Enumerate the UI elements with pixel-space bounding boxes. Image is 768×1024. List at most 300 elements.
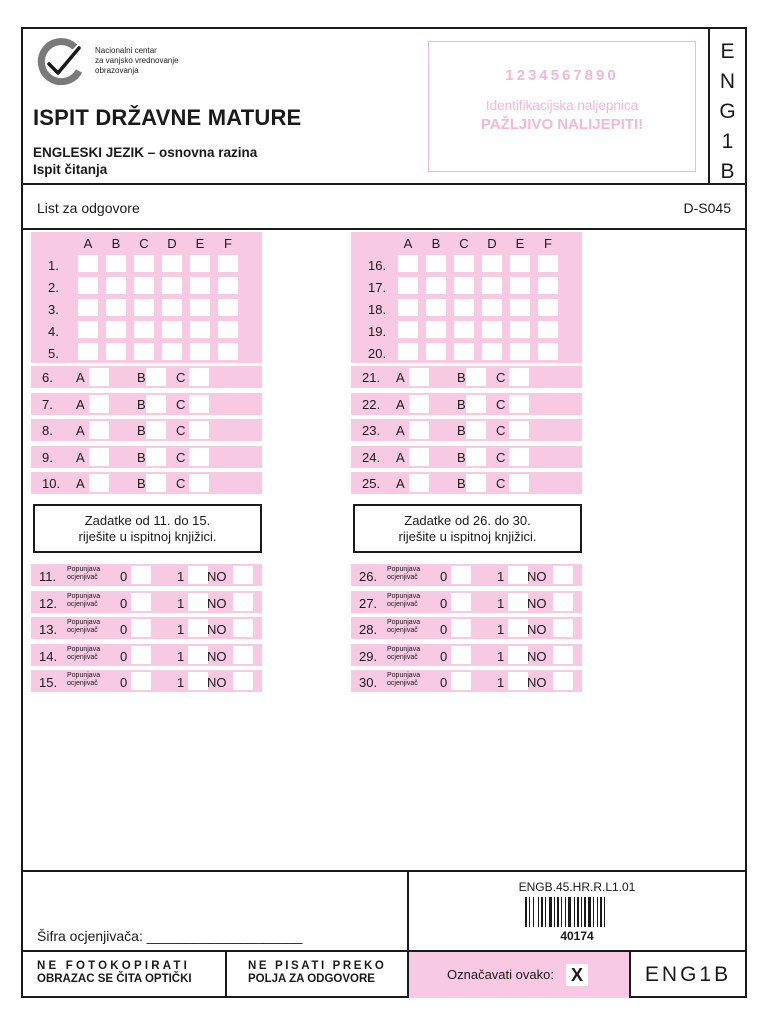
score-option-label: NO	[207, 569, 227, 584]
score-cell[interactable]	[508, 646, 528, 664]
answer-cell[interactable]	[454, 321, 474, 338]
answer-cell[interactable]	[146, 448, 166, 466]
barcode-code-text: ENGB.45.HR.R.L1.01	[518, 880, 636, 894]
grader-score-row	[351, 617, 582, 639]
score-option-label: 0	[440, 648, 448, 664]
question-number: 17.	[368, 280, 387, 295]
marking-x-icon: X	[566, 964, 588, 986]
score-option-label: 0	[440, 675, 448, 691]
option-letter: A	[76, 449, 85, 465]
option-letter: C	[496, 423, 506, 438]
score-cell[interactable]	[508, 672, 528, 690]
ncvvo-logo-icon	[35, 37, 87, 89]
answer-cell[interactable]	[146, 474, 166, 492]
question-number: 30.	[359, 675, 378, 691]
code-letter: G	[719, 100, 736, 123]
score-cell[interactable]	[553, 646, 573, 664]
score-cell[interactable]	[508, 619, 528, 637]
grid-column-letter: A	[83, 236, 93, 251]
answer-cell[interactable]	[134, 255, 154, 272]
answer-cell[interactable]	[89, 421, 109, 439]
answer-cell[interactable]	[398, 321, 418, 338]
barcode-bar	[554, 897, 555, 927]
score-option-label: 1	[497, 569, 505, 584]
note-line: Zadatke od 11. do 15.	[84, 513, 211, 528]
answer-cell[interactable]	[466, 474, 486, 492]
option-letter: B	[457, 449, 466, 465]
exam-subject: ENGLESKI JEZIK – osnovna razina	[33, 145, 258, 160]
question-number: 9.	[42, 449, 53, 465]
grid-column-letter: E	[515, 236, 525, 251]
score-option-label: 1	[497, 675, 505, 691]
booklet-note	[33, 504, 262, 553]
answer-cell[interactable]	[218, 277, 238, 294]
score-cell[interactable]	[451, 593, 471, 611]
option-letter: B	[457, 370, 466, 385]
score-cell[interactable]	[188, 566, 208, 584]
question-number: 15.	[39, 675, 58, 691]
answer-cell[interactable]	[106, 321, 126, 338]
grader-fill-label	[67, 646, 100, 662]
grader-fill-label	[67, 619, 100, 635]
grid-column-letter: D	[487, 236, 497, 251]
question-number: 23.	[362, 423, 381, 438]
option-letter: A	[76, 370, 85, 385]
grader-score-row	[351, 564, 582, 586]
exam-subtest: Ispit čitanja	[33, 162, 108, 177]
answer-cell[interactable]	[134, 321, 154, 338]
header	[23, 29, 745, 185]
answer-cell[interactable]	[162, 321, 182, 338]
score-cell[interactable]	[451, 619, 471, 637]
option-letter: C	[496, 476, 506, 491]
answer-column-left	[31, 232, 262, 702]
option-letter: B	[137, 396, 146, 412]
score-option-label: NO	[207, 648, 227, 664]
question-number: 10.	[42, 476, 61, 491]
note-line: riješite u ispitnoj knjižici.	[78, 529, 217, 544]
score-option-label: 1	[497, 595, 505, 611]
answer-cell[interactable]	[78, 277, 98, 294]
answer-cell[interactable]	[538, 299, 558, 316]
score-option-label: 0	[120, 648, 128, 664]
notice-no-writing	[227, 952, 409, 998]
answer-cell[interactable]	[190, 255, 210, 272]
grader-fill-line: ocjenjivač	[387, 680, 418, 688]
answer-cell[interactable]	[426, 321, 446, 338]
barcode-bar	[533, 897, 534, 927]
score-option-label: 0	[120, 622, 128, 638]
answer-cell[interactable]	[190, 321, 210, 338]
score-cell[interactable]	[188, 672, 208, 690]
answer-cell[interactable]	[482, 321, 502, 338]
score-cell[interactable]	[508, 593, 528, 611]
answer-column-right	[351, 232, 582, 702]
option-letter: C	[176, 449, 186, 465]
score-cell[interactable]	[508, 566, 528, 584]
score-cell[interactable]	[451, 672, 471, 690]
score-option-label: NO	[527, 569, 547, 584]
answer-cell[interactable]	[466, 421, 486, 439]
answer-cell[interactable]	[89, 474, 109, 492]
question-number: 20.	[368, 346, 387, 361]
answer-cell[interactable]	[162, 343, 182, 360]
score-cell[interactable]	[233, 593, 253, 611]
score-cell[interactable]	[131, 619, 151, 637]
question-number: 2.	[48, 280, 59, 295]
note-line: Zadatke od 26. do 30.	[404, 513, 531, 528]
score-option-label: 0	[120, 675, 128, 691]
answer-cell[interactable]	[510, 343, 530, 360]
grader-fill-line: Popunjava	[67, 619, 101, 627]
answer-cell[interactable]	[189, 474, 209, 492]
answer-cell[interactable]	[106, 343, 126, 360]
abc-answer-row	[351, 393, 582, 415]
question-number: 28.	[359, 622, 378, 638]
grader-fill-line: ocjenjivač	[67, 680, 98, 688]
option-letter: C	[496, 449, 506, 465]
score-cell[interactable]	[131, 593, 151, 611]
notice-line: OBRAZAC SE ČITA OPTIČKI	[37, 973, 192, 985]
answer-cell[interactable]	[218, 299, 238, 316]
score-cell[interactable]	[188, 646, 208, 664]
option-letter: B	[457, 476, 466, 491]
footer-notices	[23, 952, 745, 998]
abc-answer-row	[31, 446, 262, 468]
answer-cell[interactable]	[134, 277, 154, 294]
score-cell[interactable]	[553, 619, 573, 637]
grader-fill-line: ocjenjivač	[67, 574, 98, 581]
grader-fill-line: Popunjava	[67, 592, 101, 600]
answer-cell[interactable]	[78, 343, 98, 360]
abc-answer-row	[31, 366, 262, 388]
answer-cell[interactable]	[482, 277, 502, 294]
abc-answer-row	[351, 366, 582, 388]
answer-cell[interactable]	[426, 255, 446, 272]
grader-score-row	[351, 591, 582, 613]
score-option-label: NO	[527, 595, 547, 611]
grader-fill-line: Popunjava	[387, 645, 421, 653]
grader-fill-label	[387, 672, 420, 688]
abc-answer-row	[31, 419, 262, 441]
barcode-bar	[538, 897, 539, 927]
option-letter: A	[76, 396, 85, 412]
question-number: 11.	[39, 569, 57, 584]
option-letter: C	[176, 370, 186, 385]
list-row	[23, 185, 745, 230]
answer-cell[interactable]	[106, 277, 126, 294]
grader-fill-line: Popunjava	[387, 566, 421, 573]
option-letter: B	[457, 423, 466, 438]
code-letter: E	[720, 40, 735, 63]
score-cell[interactable]	[553, 672, 573, 690]
score-option-label: 1	[497, 648, 505, 664]
score-cell[interactable]	[188, 619, 208, 637]
answer-cell[interactable]	[190, 299, 210, 316]
option-letter: C	[176, 396, 186, 412]
score-option-label: 0	[120, 595, 128, 611]
answer-cell[interactable]	[482, 299, 502, 316]
answer-cell[interactable]	[426, 277, 446, 294]
answer-cell[interactable]	[218, 343, 238, 360]
question-number: 24.	[362, 449, 381, 465]
grid-column-letter: A	[403, 236, 413, 251]
score-cell[interactable]	[451, 646, 471, 664]
abc-answer-row	[351, 419, 582, 441]
barcode-bar	[568, 897, 571, 927]
answer-cell[interactable]	[509, 395, 529, 413]
marking-example	[409, 952, 629, 998]
grader-fill-label	[67, 672, 100, 688]
answer-cell[interactable]	[510, 321, 530, 338]
code-letter: B	[720, 160, 735, 183]
grader-fill-label	[387, 593, 420, 609]
grader-score-row	[31, 564, 262, 586]
form-code: D-S045	[683, 200, 731, 216]
question-number: 22.	[362, 396, 381, 412]
answer-cell[interactable]	[78, 255, 98, 272]
option-letter: C	[496, 370, 506, 385]
score-cell[interactable]	[553, 566, 573, 584]
org-line: Nacionalni centar	[95, 46, 157, 55]
barcode-bar	[597, 897, 598, 927]
question-number: 18.	[368, 302, 387, 317]
grader-score-row	[31, 591, 262, 613]
barcode-bar	[574, 897, 575, 927]
score-cell[interactable]	[131, 672, 151, 690]
answer-cell[interactable]	[466, 448, 486, 466]
answer-cell[interactable]	[409, 395, 429, 413]
answer-cell[interactable]	[409, 474, 429, 492]
abc-answer-row	[31, 472, 262, 494]
option-letter: A	[396, 476, 405, 491]
option-letter: A	[76, 476, 85, 491]
score-option-label: NO	[527, 675, 547, 691]
answer-cell[interactable]	[106, 299, 126, 316]
option-letter: C	[496, 396, 506, 412]
barcode-bar	[545, 897, 546, 927]
barcode-bar	[557, 897, 559, 927]
answer-cell[interactable]	[509, 421, 529, 439]
answer-cell[interactable]	[466, 395, 486, 413]
answer-cell[interactable]	[454, 299, 474, 316]
abc-answer-row	[31, 393, 262, 415]
grader-fill-label	[387, 646, 420, 662]
answer-cell[interactable]	[218, 321, 238, 338]
question-number: 14.	[39, 648, 58, 664]
grader-fill-label	[387, 619, 420, 635]
org-line: za vanjsko vrednovanje	[95, 56, 179, 65]
score-cell[interactable]	[188, 593, 208, 611]
answer-cell[interactable]	[146, 421, 166, 439]
score-cell[interactable]	[131, 566, 151, 584]
answer-cell[interactable]	[454, 255, 474, 272]
option-letter: B	[457, 396, 466, 412]
answer-cell[interactable]	[482, 255, 502, 272]
score-cell[interactable]	[233, 619, 253, 637]
score-option-label: NO	[207, 595, 227, 611]
score-option-label: 1	[177, 675, 185, 691]
score-option-label: 1	[177, 648, 185, 664]
answer-cell[interactable]	[162, 255, 182, 272]
grader-fill-line: Popunjava	[387, 672, 421, 680]
grader-code-field[interactable]: Šifra ocjenjivača: ____________________	[37, 928, 303, 944]
question-number: 19.	[368, 324, 387, 339]
notice-line: NE PISATI PREKO	[248, 960, 387, 972]
note-line: riješite u ispitnoj knjižici.	[398, 529, 537, 544]
label-numbers: 1234567890	[505, 67, 619, 84]
score-option-label: 1	[497, 622, 505, 638]
eng-code: ENG1B	[629, 952, 745, 998]
identification-label-box[interactable]	[428, 41, 696, 172]
answer-cell[interactable]	[538, 343, 558, 360]
answer-cell[interactable]	[510, 299, 530, 316]
answer-cell[interactable]	[398, 343, 418, 360]
score-cell[interactable]	[233, 672, 253, 690]
multiple-choice-grid	[351, 232, 582, 363]
answer-cell[interactable]	[162, 299, 182, 316]
option-letter: C	[176, 476, 186, 491]
org-line: obrazovanja	[95, 66, 139, 75]
answer-cell[interactable]	[189, 395, 209, 413]
answer-cell[interactable]	[106, 255, 126, 272]
booklet-note	[353, 504, 582, 553]
grid-column-letter: C	[459, 236, 469, 251]
option-letter: B	[137, 370, 146, 385]
score-cell[interactable]	[233, 566, 253, 584]
answer-cell[interactable]	[538, 321, 558, 338]
barcode-bar	[541, 897, 543, 927]
grid-column-letter: B	[431, 236, 441, 251]
answer-cell[interactable]	[189, 368, 209, 386]
score-cell[interactable]	[131, 646, 151, 664]
answer-cell[interactable]	[409, 421, 429, 439]
score-option-label: 0	[440, 622, 448, 638]
answer-cell[interactable]	[509, 368, 529, 386]
answer-cell[interactable]	[162, 277, 182, 294]
grader-score-row	[31, 617, 262, 639]
option-letter: B	[137, 476, 146, 491]
answer-cell[interactable]	[190, 343, 210, 360]
option-letter: C	[176, 423, 186, 438]
answer-cell[interactable]	[134, 299, 154, 316]
question-number: 1.	[48, 258, 59, 273]
score-option-label: 1	[177, 622, 185, 638]
question-number: 29.	[359, 648, 378, 664]
barcode-bar	[529, 897, 530, 927]
notice-no-copy	[23, 952, 227, 998]
answer-cell[interactable]	[146, 395, 166, 413]
question-number: 3.	[48, 302, 59, 317]
grader-score-row	[31, 670, 262, 692]
barcode-icon	[525, 897, 643, 927]
question-number: 6.	[42, 370, 53, 385]
question-number: 21.	[362, 370, 381, 385]
question-number: 5.	[48, 346, 59, 361]
barcode-bar	[577, 897, 579, 927]
barcode-bar	[600, 897, 602, 927]
question-number: 16.	[368, 258, 387, 273]
answer-cell[interactable]	[510, 277, 530, 294]
answer-cell[interactable]	[426, 299, 446, 316]
answer-cell[interactable]	[454, 343, 474, 360]
answer-cell[interactable]	[78, 321, 98, 338]
score-cell[interactable]	[451, 566, 471, 584]
answer-cell[interactable]	[398, 299, 418, 316]
barcode-bar	[584, 897, 586, 927]
answer-cell[interactable]	[189, 448, 209, 466]
grader-fill-line: ocjenjivač	[387, 574, 418, 581]
score-option-label: 0	[440, 569, 448, 584]
grader-fill-label	[387, 566, 420, 582]
answer-cell[interactable]	[134, 343, 154, 360]
answer-cell[interactable]	[409, 448, 429, 466]
score-option-label: 1	[177, 595, 185, 611]
grader-fill-line: ocjenjivač	[67, 627, 98, 635]
score-option-label: NO	[207, 675, 227, 691]
answer-cell[interactable]	[409, 368, 429, 386]
option-letter: A	[76, 423, 85, 438]
grader-score-row	[31, 644, 262, 666]
answer-cell[interactable]	[466, 368, 486, 386]
score-option-label: NO	[527, 648, 547, 664]
answer-cell[interactable]	[509, 448, 529, 466]
grader-fill-line: ocjenjivač	[387, 600, 418, 608]
answer-cell[interactable]	[538, 277, 558, 294]
grader-fill-label	[67, 593, 100, 609]
option-letter: A	[396, 449, 405, 465]
option-letter: B	[137, 449, 146, 465]
barcode-bar	[588, 897, 591, 927]
answer-cell[interactable]	[509, 474, 529, 492]
score-option-label: 0	[440, 595, 448, 611]
score-cell[interactable]	[233, 646, 253, 664]
answer-cell[interactable]	[218, 255, 238, 272]
answer-cell[interactable]	[189, 421, 209, 439]
option-letter: A	[396, 423, 405, 438]
barcode-bar	[549, 897, 552, 927]
option-letter: A	[396, 370, 405, 385]
answer-cell[interactable]	[398, 277, 418, 294]
grader-fill-label	[67, 566, 100, 582]
answer-cell[interactable]	[146, 368, 166, 386]
list-title: List za odgovore	[37, 200, 140, 216]
answer-cell[interactable]	[538, 255, 558, 272]
marking-label: Označavati ovako:	[447, 967, 554, 982]
option-letter: A	[396, 396, 405, 412]
answer-cell[interactable]	[426, 343, 446, 360]
answer-cell[interactable]	[190, 277, 210, 294]
answer-cell[interactable]	[78, 299, 98, 316]
answer-cell[interactable]	[510, 255, 530, 272]
question-number: 13.	[39, 622, 58, 638]
abc-answer-row	[351, 446, 582, 468]
score-cell[interactable]	[553, 593, 573, 611]
answer-cell[interactable]	[482, 343, 502, 360]
grader-fill-line: ocjenjivač	[67, 600, 98, 608]
score-option-label: 0	[120, 569, 128, 584]
answer-cell[interactable]	[89, 448, 109, 466]
answer-cell[interactable]	[89, 368, 109, 386]
question-number: 25.	[362, 476, 381, 491]
exam-code-column	[708, 29, 745, 183]
question-number: 27.	[359, 595, 378, 611]
grader-score-row	[351, 644, 582, 666]
grader-fill-line: Popunjava	[67, 645, 101, 653]
answer-cell[interactable]	[454, 277, 474, 294]
answer-cell[interactable]	[398, 255, 418, 272]
answer-cell[interactable]	[89, 395, 109, 413]
